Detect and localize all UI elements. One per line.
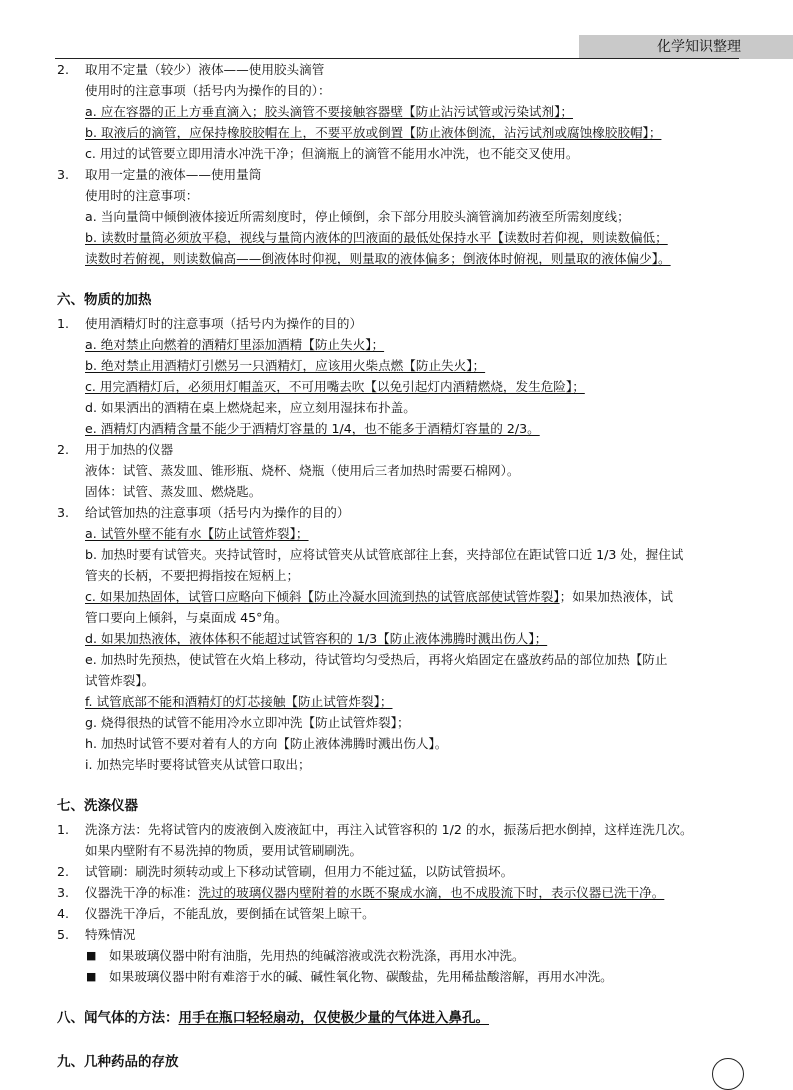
sub-item-text: g. 烧得很热的试管不能用冷水立即冲洗【防止试管炸裂】；: [85, 715, 410, 730]
section-heading: 六、物质的加热: [57, 292, 152, 308]
list-item-text: 洗涤方法：先将试管内的废液倒入废液缸中，再注入试管容积的 1/2 的水，振荡后把水倒掉，这样连洗几次。: [85, 822, 693, 837]
text-line: [0, 523, 793, 544]
sub-item-text: d. 如果加热液体，液体体积不能超过试管容积的 1/3【防止液体沸腾时溅出伤人】；: [85, 631, 548, 646]
text-line: [0, 418, 793, 439]
text-line: [0, 355, 793, 376]
text-line: [0, 206, 793, 227]
sub-item-text: b. 读数时量筒必须放平稳，视线与量筒内液体的凹液面的最低处保持水平【读数时若仰视，则读数偏低；: [85, 230, 668, 245]
list-item-text: 取用一定量的液体——使用量筒: [85, 167, 262, 182]
text-line: [0, 397, 793, 418]
sub-item-text: c. 用完酒精灯后，必须用灯帽盖灭，不可用嘴去吹【以免引起灯内酒精燃烧，发生危险】；: [85, 379, 585, 394]
list-item-text: 特殊情况: [85, 927, 136, 942]
text-line: [0, 586, 793, 607]
text-line: [0, 502, 793, 523]
list-item-continuation: 使用时的注意事项：: [85, 188, 199, 203]
text-line: [0, 248, 793, 269]
text-line: [0, 80, 793, 101]
section-heading-row: [0, 1052, 793, 1075]
list-number: 3.: [57, 885, 70, 900]
text-line: [0, 712, 793, 733]
sub-item-text: i. 加热完毕时要将试管夹从试管口取出；: [85, 757, 311, 772]
text-line: [0, 185, 793, 206]
list-item-text: 仪器洗干净后，不能乱放，要倒插在试管架上晾干。: [85, 906, 375, 921]
text-line: [0, 143, 793, 164]
section-heading-row: [0, 796, 793, 819]
text-line: [0, 754, 793, 775]
list-number: 2.: [57, 864, 70, 879]
list-item-continuation: 使用时的注意事项（括号内为操作的目的）：: [85, 83, 331, 98]
list-item-text: 仪器洗干净的标准：洗过的玻璃仪器内壁附着的水既不聚成水滴，也不成股流下时，表示仪器已洗干净。: [85, 885, 665, 900]
list-item-text: 给试管加热的注意事项（括号内为操作的目的）: [85, 505, 350, 520]
list-item-continuation: 固体：试管、蒸发皿、燃烧匙。: [85, 484, 262, 499]
text-line: [0, 481, 793, 502]
sub-item-text: d. 如果洒出的酒精在桌上燃烧起来，应立刻用湿抹布扑盖。: [85, 400, 416, 415]
bullet-item-text: 如果玻璃仪器中附有油脂，先用热的纯碱溶液或洗衣粉洗涤，再用水冲洗。: [109, 948, 525, 963]
sub-item-text: b. 绝对禁止用酒精灯引燃另一只酒精灯，应该用火柴点燃【防止失火】；: [85, 358, 486, 373]
bullet-item-text: 如果玻璃仪器中附有难溶于水的碱、碱性氧化物、碳酸盐，先用稀盐酸溶解，再用水冲洗。: [109, 969, 613, 984]
section-heading: 八、闻气体的方法：用手在瓶口轻轻扇动，仅使极少量的气体进入鼻孔。: [57, 1010, 489, 1026]
sub-item-text: c. 用过的试管要立即用清水冲洗干净；但滴瓶上的滴管不能用水冲洗，也不能交叉使用。: [85, 146, 579, 161]
text-line: [0, 733, 793, 754]
section-heading-row: [0, 1008, 793, 1031]
text-line: [0, 966, 793, 987]
section-spacer: [0, 987, 793, 1008]
text-line: [0, 924, 793, 945]
text-line: [0, 882, 793, 903]
text-line: [0, 544, 793, 565]
sub-item-text: 管夹的长柄，不要把拇指按在短柄上；: [85, 568, 300, 583]
square-bullet-icon: ■: [86, 970, 97, 983]
list-number: 3.: [57, 505, 70, 520]
sub-item-text: 管口要向上倾斜，与桌面成 45°角。: [85, 610, 288, 625]
page-corner-circle: [712, 1058, 744, 1090]
sub-item-text: a. 试管外壁不能有水【防止试管炸裂】；: [85, 526, 309, 541]
sub-item-text: a. 应在容器的正上方垂直滴入；胶头滴管不要接触容器壁【防止沾污试管或污染试剂】；: [85, 104, 573, 119]
list-item-text: 用于加热的仪器: [85, 442, 174, 457]
text-line: [0, 439, 793, 460]
sub-item-text: h. 加热时试管不要对着有人的方向【防止液体沸腾时溅出伤人】。: [85, 736, 448, 751]
text-line: [0, 460, 793, 481]
text-line: [0, 903, 793, 924]
text-line: [0, 607, 793, 628]
sub-item-text: 读数时若俯视，则读数偏高——倒液体时仰视，则量取的液体偏多；倒液体时俯视，则量取的液体偏少】。: [85, 251, 671, 266]
list-number: 2.: [57, 62, 70, 77]
text-line: [0, 670, 793, 691]
list-item-text: 使用酒精灯时的注意事项（括号内为操作的目的）: [85, 316, 363, 331]
list-item-continuation: 液体：试管、蒸发皿、锥形瓶、烧杯、烧瓶（使用后三者加热时需要石棉网）。: [85, 463, 520, 478]
text-line: [0, 691, 793, 712]
header-banner: [579, 35, 793, 59]
section-heading: 七、洗涤仪器: [57, 798, 138, 814]
text-line: [0, 840, 793, 861]
text-line: [0, 313, 793, 334]
sub-item-text: e. 加热时先预热，使试管在火焰上移动，待试管均匀受热后，再将火焰固定在盛放药品的部位加热【防止: [85, 652, 668, 667]
sub-item-text: a. 当向量筒中倾倒液体接近所需刻度时，停止倾倒，余下部分用胶头滴管滴加药液至所需刻度线；: [85, 209, 630, 224]
list-item-text: 取用不定量（较少）液体——使用胶头滴管: [85, 62, 325, 77]
text-line: [0, 164, 793, 185]
section-heading: 九、几种药品的存放: [57, 1054, 179, 1070]
text-line: [0, 376, 793, 397]
text-line: [0, 819, 793, 840]
text-line: [0, 59, 793, 80]
section-heading-row: [0, 290, 793, 313]
square-bullet-icon: ■: [86, 949, 97, 962]
document-body: [0, 59, 793, 1075]
text-line: [0, 101, 793, 122]
section-spacer: [0, 775, 793, 796]
sub-item-text: f. 试管底部不能和酒精灯的灯芯接触【防止试管炸裂】；: [85, 694, 393, 709]
text-line: [0, 227, 793, 248]
text-line: [0, 861, 793, 882]
sub-item-text: 试管炸裂】。: [85, 673, 155, 688]
document-title: 化学知识整理: [657, 39, 741, 55]
section-spacer: [0, 269, 793, 290]
sub-item-text: a. 绝对禁止向燃着的酒精灯里添加酒精【防止失火】；: [85, 337, 385, 352]
text-line: [0, 334, 793, 355]
list-number: 1.: [57, 822, 70, 837]
list-number: 3.: [57, 167, 70, 182]
text-line: [0, 565, 793, 586]
sub-item-text: b. 取液后的滴管，应保持橡胶胶帽在上，不要平放或倒置【防止液体倒流，沾污试剂或腐蚀橡胶胶帽】；: [85, 125, 662, 140]
text-line: [0, 122, 793, 143]
text-line: [0, 945, 793, 966]
list-item-text: 试管刷：刷洗时须转动或上下移动试管刷，但用力不能过猛，以防试管损坏。: [85, 864, 514, 879]
list-number: 4.: [57, 906, 70, 921]
sub-item-text: b. 加热时要有试管夹。夹持试管时，应将试管夹从试管底部往上套，夹持部位在距试管口近 1/3 处，握住试: [85, 547, 684, 562]
list-number: 2.: [57, 442, 70, 457]
list-number: 1.: [57, 316, 70, 331]
sub-item-text: c. 如果加热固体，试管口应略向下倾斜【防止冷凝水回流到热的试管底部使试管炸裂】；如果加热液体，试: [85, 589, 673, 604]
section-spacer: [0, 1031, 793, 1052]
text-line: [0, 649, 793, 670]
sub-item-text: e. 酒精灯内酒精含量不能少于酒精灯容量的 1/4，也不能多于酒精灯容量的 2/3。: [85, 421, 540, 436]
list-item-continuation: 如果内壁附有不易洗掉的物质，要用试管刷刷洗。: [85, 843, 363, 858]
list-number: 5.: [57, 927, 70, 942]
text-line: [0, 628, 793, 649]
